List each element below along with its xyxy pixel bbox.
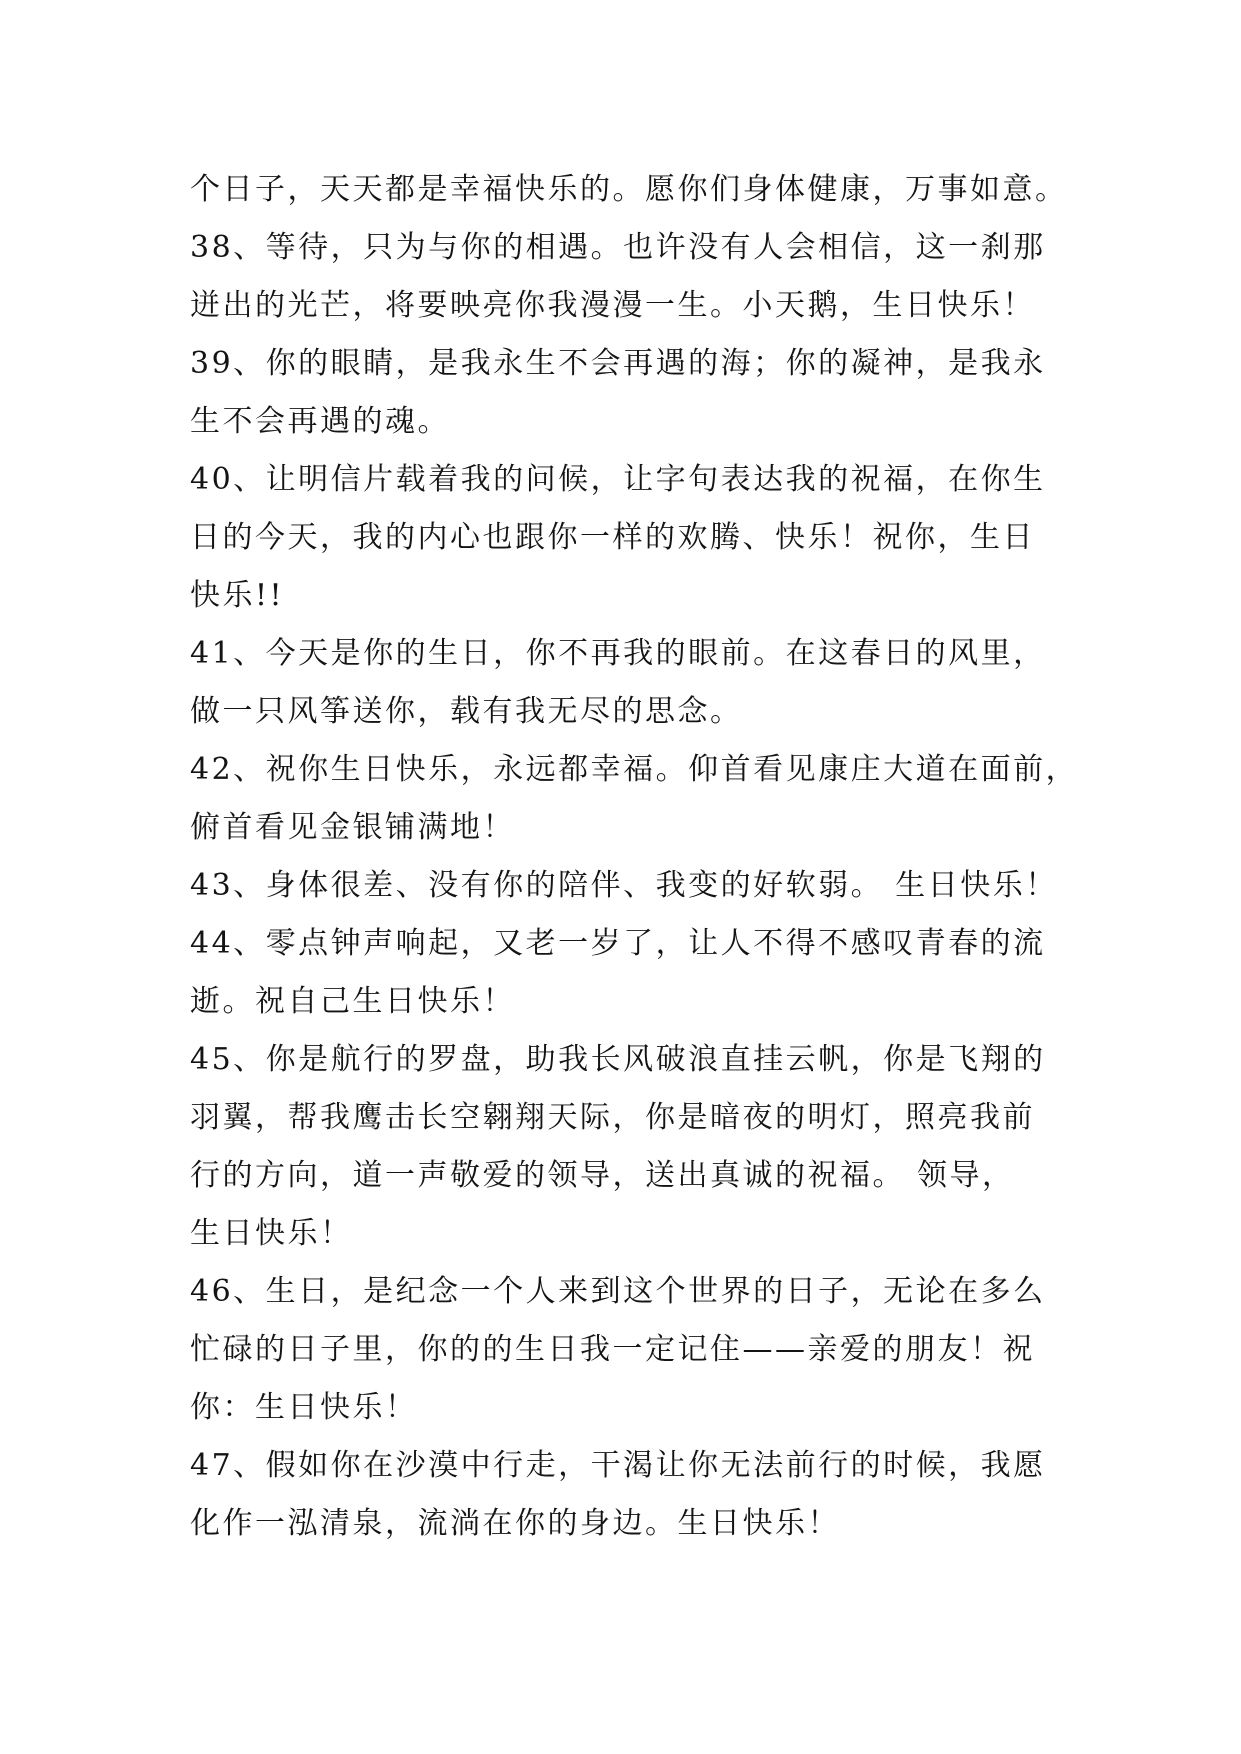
text-line: 40、让明信片载着我的问候，让字句表达我的祝福，在你生 (190, 462, 1046, 497)
text-line: 羽翼，帮我鹰击长空翱翔天际，你是暗夜的明灯，照亮我前 (190, 1100, 1035, 1135)
text-line: 47、假如你在沙漠中行走，干渴让你无法前行的时候，我愿 (190, 1448, 1046, 1483)
text-line: 生日快乐！ (190, 1216, 353, 1251)
text-line: 生不会再遇的魂。 (190, 404, 450, 439)
text-line: 42、祝你生日快乐，永远都幸福。仰首看见康庄大道在面前， (190, 752, 1079, 787)
text-line: 43、身体很差、没有你的陪伴、我变的好软弱。 生日快乐！ (190, 868, 1058, 903)
text-line: 个日子，天天都是幸福快乐的。愿你们身体健康，万事如意。 (190, 172, 1068, 207)
text-line: 逝。祝自己生日快乐！ (190, 984, 515, 1019)
text-line: 46、生日，是纪念一个人来到这个世界的日子，无论在多么 (190, 1274, 1046, 1309)
text-line: 44、零点钟声响起，又老一岁了，让人不得不感叹青春的流 (190, 926, 1046, 961)
text-line: 忙碌的日子里，你的的生日我一定记住——亲爱的朋友！祝 (190, 1332, 1035, 1367)
text-line: 快乐!! (190, 578, 285, 613)
text-line: 迸出的光芒，将要映亮你我漫漫一生。小天鹅，生日快乐！ (190, 288, 1035, 323)
document-body (190, 161, 1090, 1553)
text-line: 39、你的眼睛，是我永生不会再遇的海；你的凝神，是我永 (190, 346, 1046, 381)
text-line: 化作一泓清泉，流淌在你的身边。生日快乐！ (190, 1506, 840, 1541)
text-line: 俯首看见金银铺满地！ (190, 810, 515, 845)
text-line: 行的方向，道一声敬爱的领导，送出真诚的祝福。 领导， (190, 1158, 1015, 1193)
text-line: 日的今天，我的内心也跟你一样的欢腾、快乐！祝你，生日 (190, 520, 1035, 555)
text-line: 你：生日快乐！ (190, 1390, 418, 1425)
text-line: 45、你是航行的罗盘，助我长风破浪直挂云帆，你是飞翔的 (190, 1042, 1046, 1077)
text-line: 41、今天是你的生日，你不再我的眼前。在这春日的风里， (190, 636, 1046, 671)
text-line: 38、等待，只为与你的相遇。也许没有人会相信，这一刹那 (190, 230, 1046, 265)
text-line: 做一只风筝送你，载有我无尽的思念。 (190, 694, 743, 729)
